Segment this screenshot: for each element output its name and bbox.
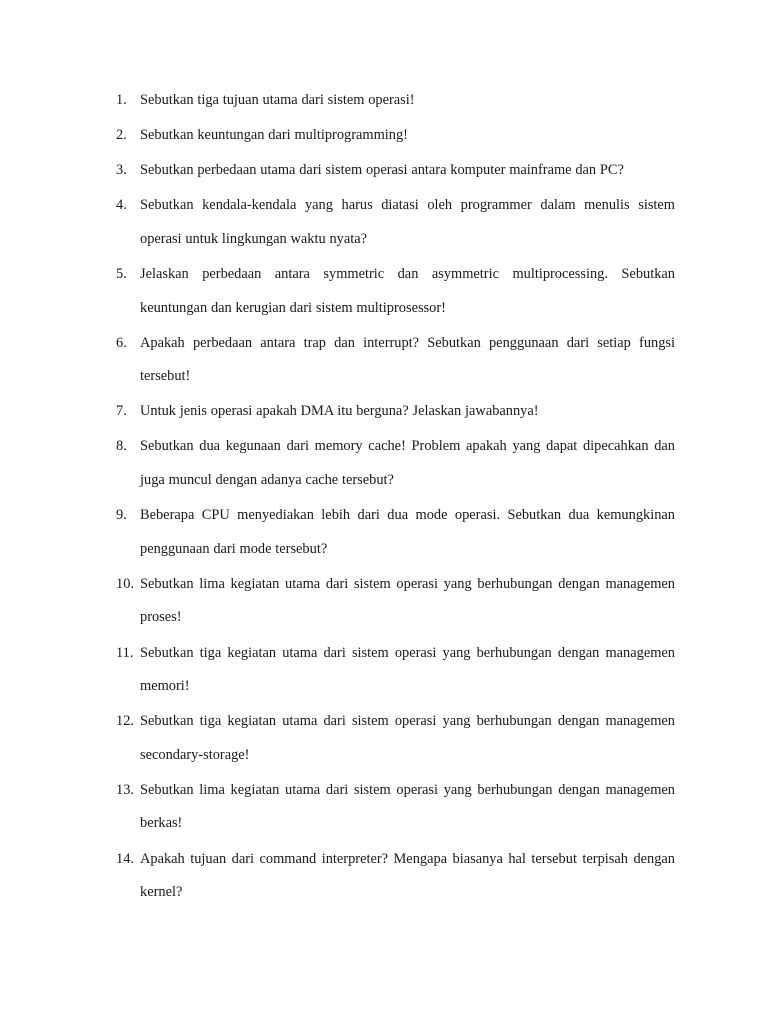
question-item xyxy=(0,395,768,429)
question-text: Apakah perbedaan antara trap dan interrupt? Sebutkan penggunaan dari setiap fungsi tersebut! xyxy=(140,334,675,385)
question-item xyxy=(0,705,768,772)
question-number: 10. xyxy=(116,575,134,592)
question-text: Sebutkan dua kegunaan dari memory cache! Problem apakah yang dapat dipecahkan dan juga muncul dengan adanya cache tersebut? xyxy=(140,438,675,489)
question-item xyxy=(0,774,768,841)
question-number: 13. xyxy=(116,781,134,798)
question-item xyxy=(0,84,768,118)
question-number: 14. xyxy=(116,850,134,867)
question-item xyxy=(0,154,768,188)
question-number: 12. xyxy=(116,713,134,730)
question-item xyxy=(0,189,768,256)
question-number: 6. xyxy=(116,334,127,351)
question-text: Sebutkan tiga tujuan utama dari sistem operasi! xyxy=(140,92,415,108)
question-item xyxy=(0,119,768,153)
question-number: 9. xyxy=(116,507,127,524)
question-text: Sebutkan perbedaan utama dari sistem operasi antara komputer mainframe dan PC? xyxy=(140,162,624,179)
question-text: Sebutkan lima kegiatan utama dari sistem operasi yang berhubungan dengan managemen proses! xyxy=(140,575,675,626)
question-item xyxy=(0,843,768,910)
question-text: Sebutkan kendala-kendala yang harus diatasi oleh programmer dalam menulis sistem operasi untuk lingkungan waktu nyata? xyxy=(140,197,675,247)
question-item xyxy=(0,568,768,635)
question-number: 11. xyxy=(116,644,134,661)
question-number: 3. xyxy=(116,162,127,179)
question-item xyxy=(0,430,768,497)
question-text: Untuk jenis operasi apakah DMA itu berguna? Jelaskan jawabannya! xyxy=(140,403,539,420)
question-text: Sebutkan lima kegiatan utama dari sistem operasi yang berhubungan dengan managemen berkas! xyxy=(140,781,675,832)
question-list xyxy=(0,84,768,911)
question-text: Sebutkan keuntungan dari multiprogramming! xyxy=(140,127,408,144)
question-item xyxy=(0,258,768,325)
question-number: 4. xyxy=(116,197,127,214)
question-number: 2. xyxy=(116,127,127,144)
question-item xyxy=(0,327,768,394)
question-number: 8. xyxy=(116,438,127,455)
question-item xyxy=(0,499,768,566)
question-text: Apakah tujuan dari command interpreter? Mengapa biasanya hal tersebut terpisah dengan kernel? xyxy=(140,850,675,901)
question-text: Sebutkan tiga kegiatan utama dari sistem operasi yang berhubungan dengan managemen memori! xyxy=(140,644,675,695)
question-text: Sebutkan tiga kegiatan utama dari sistem operasi yang berhubungan dengan managemen secondary-storage! xyxy=(140,713,675,763)
question-number: 7. xyxy=(116,403,127,420)
question-text: Beberapa CPU menyediakan lebih dari dua mode operasi. Sebutkan dua kemungkinan penggunaan dari mode tersebut? xyxy=(140,507,675,557)
question-item xyxy=(0,637,768,704)
question-number: 5. xyxy=(116,265,127,282)
question-number: 1. xyxy=(116,92,127,108)
question-text: Jelaskan perbedaan antara symmetric dan asymmetric multiprocessing. Sebutkan keuntungan dan kerugian dari sistem multiprosessor! xyxy=(140,265,675,316)
